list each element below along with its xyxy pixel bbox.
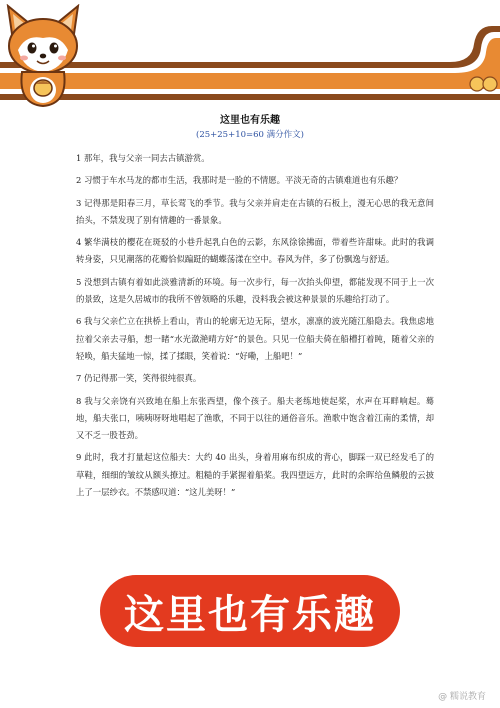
title-banner bbox=[100, 575, 400, 647]
essay-subtitle: (25+25+10=60 满分作文) bbox=[196, 130, 304, 140]
paragraph: 3 记得那是阳春三月，草长莺飞的季节。我与父亲并肩走在古镇的石板上，漫无心思的我无意间抬头，不禁发现了别有情趣的一番景象。 bbox=[76, 197, 434, 225]
essay-title: 这里也有乐趣 bbox=[220, 115, 280, 126]
essay-body bbox=[76, 150, 434, 506]
paragraph: 9 此时，我才打量起这位船夫：大约 40 出头，身着用麻布织成的背心，脚踩一双已经发毛了的草鞋，细细的皱纹从额头撩过。粗糙的手紧握着船桨。我四望远方，此时的余晖给鱼鳞般的云披上了一层纱衣。不禁感叹道：“这儿美呀！” bbox=[76, 452, 434, 498]
paragraph: 4 繁华满枝的樱花在斑驳的小巷升起乳白色的云影，东风徐徐拂面，带着些许甜味。此时的我调转身姿，只见潮落的花瓣恰似蹁跹的蝴蝶荡漾在空中。春风为伴，多了份飘逸与舒适。 bbox=[76, 237, 434, 265]
header-decoration bbox=[0, 0, 500, 112]
paragraph: 2 习惯于车水马龙的都市生活，我那时是一脸的不情愿。平淡无奇的古镇难道也有乐趣？ bbox=[76, 175, 403, 186]
banner-text: 这里也有乐趣 bbox=[124, 591, 376, 638]
paragraph: 5 没想到古镇有着如此淡雅清新的环境。每一次步行，每一次抬头仰望，都能发现不同于上一次的景致，这是久居城市的我所不曾领略的乐趣，没料我会被这种景景的乐趣给打动了。 bbox=[76, 276, 434, 305]
watermark: @ 糯说教育 bbox=[438, 692, 486, 702]
squirrel-mascot-icon bbox=[4, 4, 82, 112]
paragraph: 6 我与父亲伫立在拱桥上看山，青山的轮廓无边无际，望水，凛凛的波光随江船隐去。我焦虑地拉着父亲去寻船，想一睹“水光潋滟晴方好”的景色。只见一位船夫倚在船槽打着盹，随着父亲的轻唤，船夫猛地一惊，揉了揉眼，笑着说：“好嘞，上船吧！” bbox=[76, 316, 434, 361]
paragraph: 1 那年，我与父亲一同去古镇游赏。 bbox=[76, 153, 210, 163]
paragraph: 7 仍记得那一笑，笑得很纯很真。 bbox=[76, 373, 202, 384]
paragraph: 8 我与父亲饶有兴致地在船上东张西望，像个孩子。船夫老练地使起桨，水声在耳畔响起。蓦地，船夫张口，咦咦呀呀地唱起了渔歌，不同于以往的通俗音乐。渔歌中饱含着江南的柔情，却又不乏一股苍劲。 bbox=[76, 395, 434, 441]
